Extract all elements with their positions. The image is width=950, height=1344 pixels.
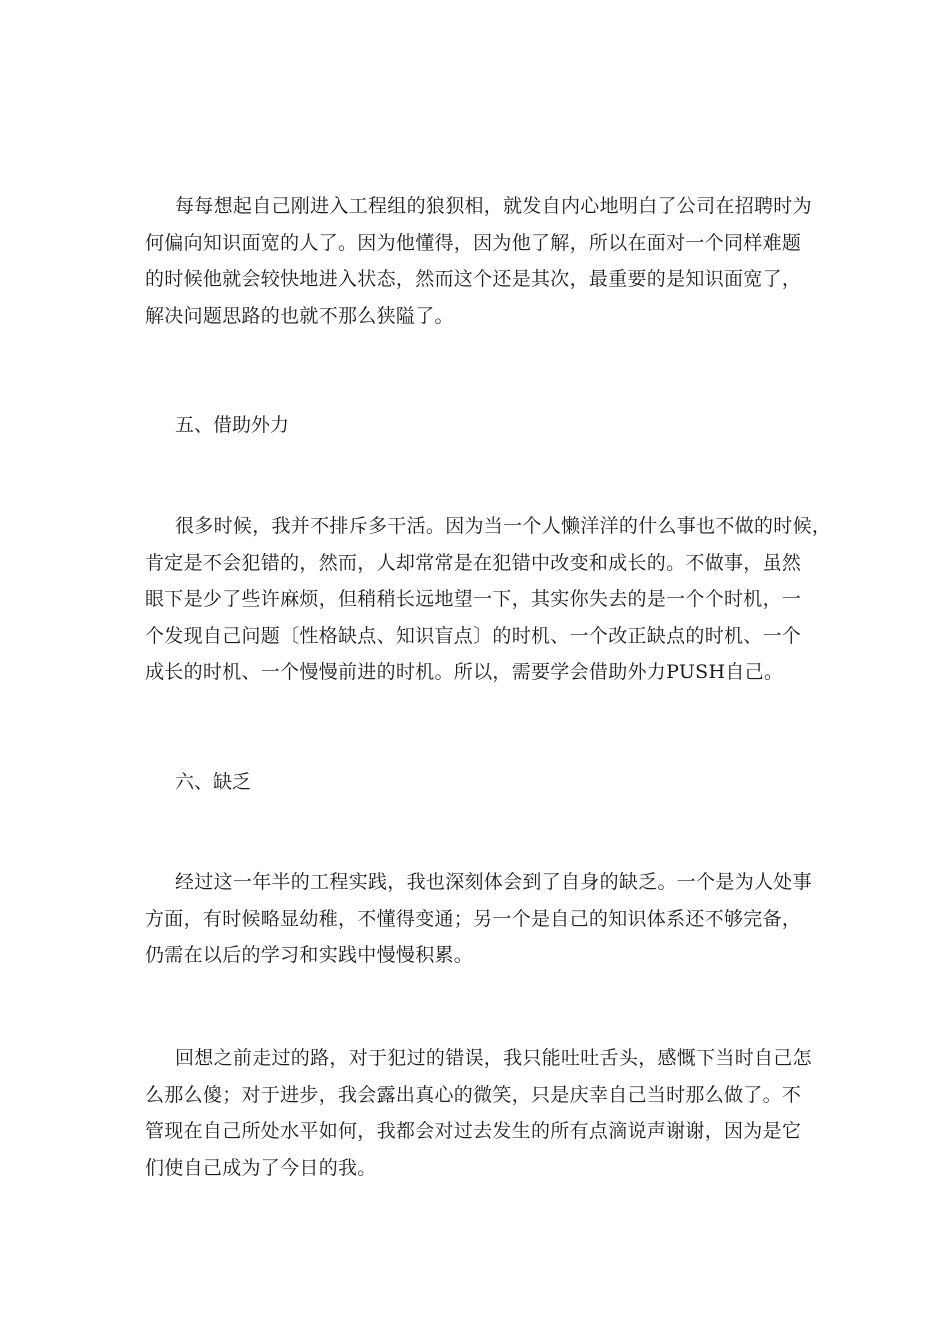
paragraph-line: 们使自己成为了今日的我。 (145, 1156, 377, 1179)
paragraph-line: 成长的时机、一个慢慢前进的时机。所以，需要学会借助外力PUSH自己。 (145, 661, 784, 683)
paragraph-line: 很多时候，我并不排斥多干活。因为当一个人懒洋洋的什么事也不做的时候， (175, 515, 832, 537)
paragraph-knowledge-breadth (145, 188, 815, 334)
paragraph-line: 每每想起自己刚进入工程组的狼狈相，就发自内心地明白了公司在招聘时为 (175, 195, 812, 217)
paragraph-external-help (145, 508, 832, 691)
paragraph-line: 眼下是少了些许麻烦，但稍稍长远地望一下，其实你失去的是一个个时机，一 (145, 588, 802, 610)
paragraph-line: 经过这一年半的工程实践，我也深刻体会到了自身的缺乏。一个是为人处事 (175, 871, 812, 893)
paragraph-line: 的时候他就会较快地进入状态，然而这个还是其次，最重要的是知识面宽了， (145, 268, 802, 290)
section-heading-6: 六、缺乏 (175, 771, 252, 793)
paragraph-line: 管现在自己所处水平如何，我都会对过去发生的所有点滴说声谢谢，因为是它 (145, 1120, 802, 1142)
paragraph-line: 么那么傻；对于进步，我会露出真心的微笑，只是庆幸自己当时那么做了。不 (145, 1083, 802, 1106)
paragraph-line: 回想之前走过的路，对于犯过的错误，我只能吐吐舌头，感慨下当时自己怎 (175, 1047, 812, 1069)
paragraph-line: 解决问题思路的也就不那么狭隘了。 (145, 304, 454, 327)
section-heading-5: 五、借助外力 (175, 414, 290, 436)
paragraph-shortcomings (145, 864, 815, 974)
paragraph-line: 个发现自己问题〔性格缺点、知识盲点〕的时机、一个改正缺点的时机、一个 (145, 624, 802, 647)
paragraph-line: 仍需在以后的学习和实践中慢慢积累。 (145, 944, 474, 966)
paragraph-line: 肯定是不会犯错的，然而，人却常常是在犯错中改变和成长的。不做事，虽然 (145, 551, 802, 574)
paragraph-line: 何偏向知识面宽的人了。因为他懂得，因为他了解，所以在面对一个同样难题 (145, 231, 802, 254)
paragraph-line: 方面，有时候略显幼稚，不懂得变通；另一个是自己的知识体系还不够完备， (145, 907, 802, 930)
paragraph-reflection (145, 1040, 815, 1186)
